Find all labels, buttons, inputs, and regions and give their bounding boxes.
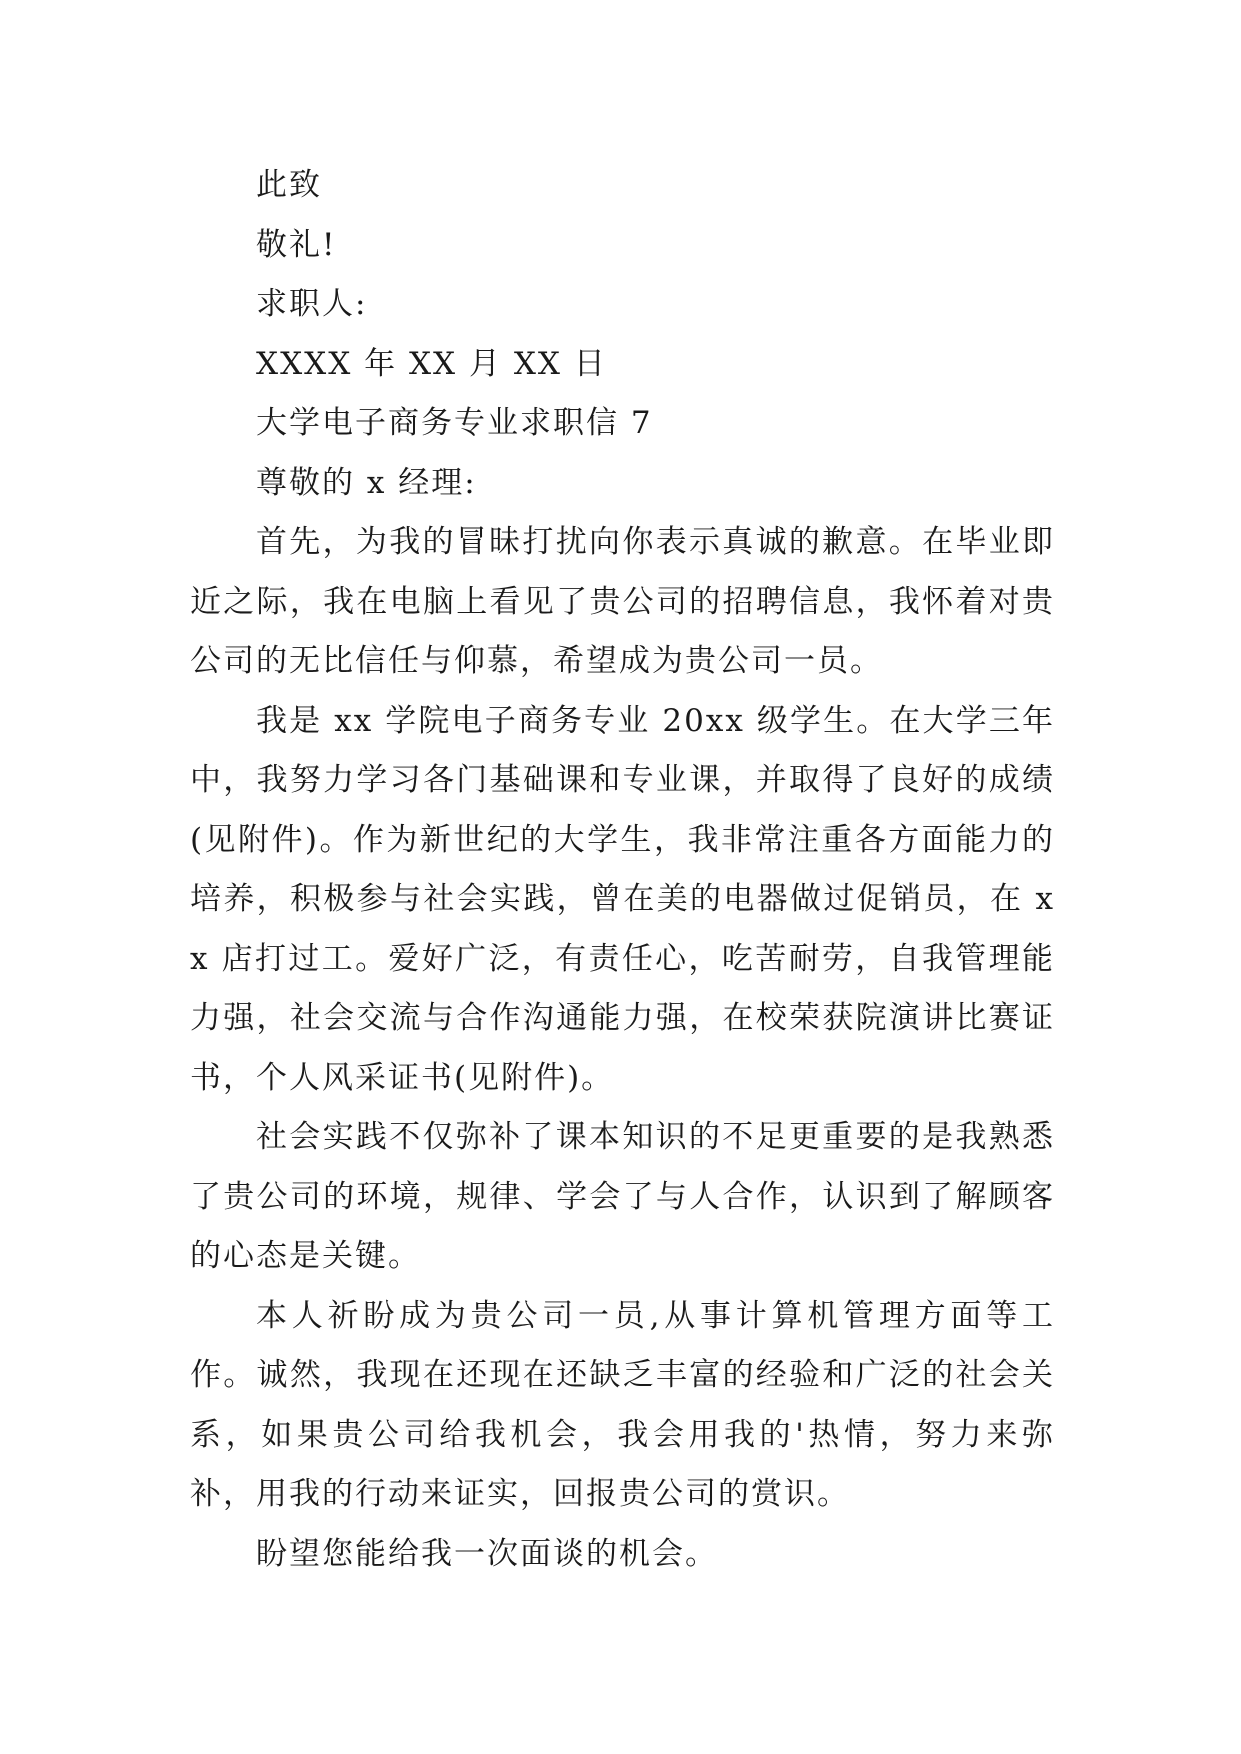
paragraph-2: 我是 xx 学院电子商务专业 20xx 级学生。在大学三年中，我努力学习各门基础课和专业课，并取得了良好的成绩(见附件)。作为新世纪的大学生，我非常注重各方面能力的培养，积极参与社会实践，曾在美的电器做过促销员，在 xx 店打过工。爱好广泛，有责任心，吃苦耐劳，自我管理能力强，社会交流与合作沟通能力强，在校荣获院演讲比赛证书，个人风采证书(见附件)。 xyxy=(190,702,1055,1096)
paragraph-1: 首先，为我的冒昧打扰向你表示真诚的歉意。在毕业即近之际，我在电脑上看见了贵公司的招聘信息，我怀着对贵公司的无比信任与仰慕，希望成为贵公司一员。 xyxy=(190,524,1055,679)
closing-line-2: 敬礼! xyxy=(256,226,337,263)
letter-title: 大学电子商务专业求职信 7 xyxy=(256,405,653,441)
paragraph-4: 本人祈盼成为贵公司一员,从事计算机管理方面等工作。诚然，我现在还现在还缺乏丰富的经验和广泛的社会关系，如果贵公司给我机会，我会用我的'热情，努力来弥补，用我的行动来证实，回报贵公司的赏识。 xyxy=(190,1297,1055,1512)
closing-line-1: 此致 xyxy=(256,167,322,203)
paragraph-3: 社会实践不仅弥补了课本知识的不足更重要的是我熟悉了贵公司的环境，规律、学会了与人合作，认识到了解顾客的心态是关键。 xyxy=(190,1119,1055,1274)
applicant-label: 求职人: xyxy=(256,286,368,322)
letter-body xyxy=(190,156,1055,1584)
letter-date: XXXX 年 XX 月 XX 日 xyxy=(256,345,607,382)
paragraph-5: 盼望您能给我一次面谈的机会。 xyxy=(256,1535,718,1572)
salutation: 尊敬的 x 经理: xyxy=(256,464,477,501)
